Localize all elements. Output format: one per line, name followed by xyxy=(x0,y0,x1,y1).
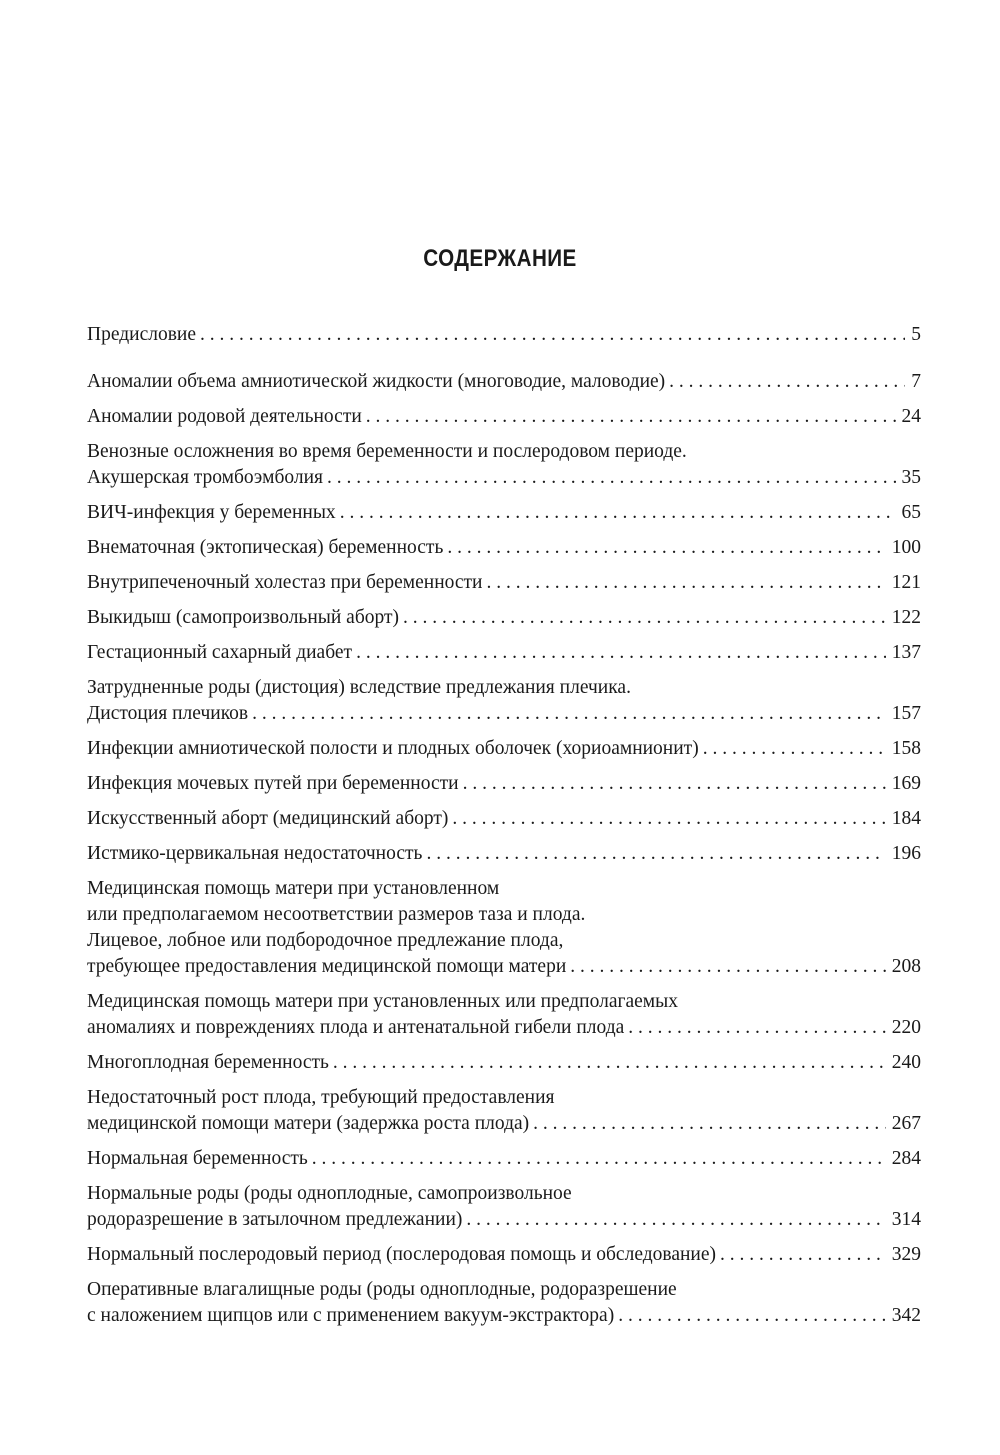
dot-leader xyxy=(252,701,886,727)
page-number: 65 xyxy=(901,502,921,523)
toc-entry-text: Оперативные влагалищные роды (роды одноплодные, родоразрешение xyxy=(87,1279,677,1300)
toc-entry-text: Лицевое, лобное или подбородочное предлежание плода, xyxy=(87,930,564,951)
toc-entry[interactable] xyxy=(87,736,921,762)
toc-entry[interactable] xyxy=(87,605,921,631)
page-number: 122 xyxy=(891,607,921,628)
dot-leader xyxy=(333,1050,886,1076)
dot-leader xyxy=(356,640,886,666)
toc-entry[interactable] xyxy=(87,1277,921,1329)
page-number: 220 xyxy=(891,1017,921,1038)
page-number: 342 xyxy=(891,1305,921,1326)
toc-entry-text: или предполагаемом несоответствии размеров таза и плода. xyxy=(87,904,586,925)
toc-entry-text: Аномалии родовой деятельности xyxy=(87,406,362,427)
dot-leader xyxy=(463,771,886,797)
toc-entry-text: Выкидыш (самопроизвольный аборт) xyxy=(87,607,400,628)
dot-leader xyxy=(312,1146,886,1172)
page-number: 267 xyxy=(891,1113,921,1134)
dot-leader xyxy=(703,736,886,762)
toc-entry-text: Внематочная (эктопическая) беременность xyxy=(87,537,444,558)
toc-entry[interactable] xyxy=(87,500,921,526)
page-number: 24 xyxy=(901,406,921,427)
dot-leader xyxy=(628,1015,885,1041)
toc-entry-text: Акушерская тромбоэмболия xyxy=(87,467,324,488)
toc-entry-text: Истмико-цервикальная недостаточность xyxy=(87,843,423,864)
toc-entry-text: Дистоция плечиков xyxy=(87,703,249,724)
page-number: 196 xyxy=(891,843,921,864)
toc-entry[interactable] xyxy=(87,1242,921,1268)
dot-leader xyxy=(403,605,886,631)
toc-entry[interactable] xyxy=(87,1146,921,1172)
toc-entry-text: Медицинская помощь матери при установленном xyxy=(87,878,500,899)
toc-entry[interactable] xyxy=(87,841,921,867)
toc-entry-text: Венозные осложнения во время беременности и послеродовом периоде. xyxy=(87,441,687,462)
toc-entry-text: с наложением щипцов или с применением вакуум-экстрактора) xyxy=(87,1305,615,1326)
dot-leader xyxy=(533,1111,886,1137)
toc-entry-text: Инфекции амниотической полости и плодных оболочек (хориоамнионит) xyxy=(87,738,699,759)
toc-entry-text: Медицинская помощь матери при установленных или предполагаемых xyxy=(87,991,678,1012)
toc-entry[interactable] xyxy=(87,876,921,980)
dot-leader xyxy=(447,535,885,561)
toc-entry-text: Затрудненные роды (дистоция) вследствие предлежания плечика. xyxy=(87,677,631,698)
dot-leader xyxy=(570,954,885,980)
toc-entry-text: требующее предоставления медицинской помощи матери xyxy=(87,956,567,977)
toc-entry-text: Нормальный послеродовый период (послеродовая помощь и обследование) xyxy=(87,1244,717,1265)
toc-entry-text: ВИЧ-инфекция у беременных xyxy=(87,502,336,523)
toc-entry-text: Искусственный аборт (медицинский аборт) xyxy=(87,808,449,829)
dot-leader xyxy=(618,1303,886,1329)
toc-entry-text: родоразрешение в затылочном предлежании) xyxy=(87,1209,463,1230)
toc-entry[interactable] xyxy=(87,1181,921,1233)
toc-entry-text: Нормальные роды (роды одноплодные, самопроизвольное xyxy=(87,1183,572,1204)
toc-entry-text: Предисловие xyxy=(87,324,197,345)
dot-leader xyxy=(466,1207,885,1233)
toc-entry[interactable] xyxy=(87,369,921,395)
page-number: 208 xyxy=(891,956,921,977)
page-title: СОДЕРЖАНИЕ xyxy=(423,245,577,272)
dot-leader xyxy=(327,465,895,491)
dot-leader xyxy=(720,1242,886,1268)
dot-leader xyxy=(669,369,905,395)
toc-entry-text: аномалиях и повреждениях плода и антенатальной гибели плода xyxy=(87,1017,625,1038)
toc-entry[interactable] xyxy=(87,404,921,430)
dot-leader xyxy=(340,500,896,526)
page-number: 100 xyxy=(891,537,921,558)
page-number: 121 xyxy=(891,572,921,593)
toc-entry-text: Нормальная беременность xyxy=(87,1148,308,1169)
dot-leader xyxy=(452,806,885,832)
toc-entry[interactable] xyxy=(87,570,921,596)
toc-entry-text: медицинской помощи матери (задержка роста плода) xyxy=(87,1113,530,1134)
page-number: 7 xyxy=(911,371,921,392)
dot-leader xyxy=(200,322,905,348)
page-number: 5 xyxy=(911,324,921,345)
toc-entry[interactable] xyxy=(87,989,921,1041)
page-number: 329 xyxy=(891,1244,921,1265)
toc-entry-text: Внутрипеченочный холестаз при беременности xyxy=(87,572,483,593)
page-number: 314 xyxy=(891,1209,921,1230)
table-of-contents xyxy=(87,322,921,1329)
toc-entry[interactable] xyxy=(87,439,921,491)
toc-entry[interactable] xyxy=(87,640,921,666)
page-number: 158 xyxy=(891,738,921,759)
toc-entry-text: Недостаточный рост плода, требующий предоставления xyxy=(87,1087,555,1108)
page-number: 184 xyxy=(891,808,921,829)
dot-leader xyxy=(426,841,885,867)
toc-entry[interactable] xyxy=(87,771,921,797)
toc-entry[interactable] xyxy=(87,322,921,348)
page-number: 169 xyxy=(891,773,921,794)
page-number: 137 xyxy=(891,642,921,663)
dot-leader xyxy=(487,570,886,596)
toc-entry[interactable] xyxy=(87,806,921,832)
toc-entry[interactable] xyxy=(87,1085,921,1137)
toc-entry-text: Аномалии объема амниотической жидкости (многоводие, маловодие) xyxy=(87,371,666,392)
toc-entry-text: Инфекция мочевых путей при беременности xyxy=(87,773,459,794)
toc-entry[interactable] xyxy=(87,1050,921,1076)
page-number: 35 xyxy=(901,467,921,488)
toc-entry[interactable] xyxy=(87,535,921,561)
page-number: 284 xyxy=(891,1148,921,1169)
dot-leader xyxy=(366,404,896,430)
toc-entry-text: Многоплодная беременность xyxy=(87,1052,329,1073)
toc-entry-text: Гестационный сахарный диабет xyxy=(87,642,353,663)
page-number: 157 xyxy=(891,703,921,724)
page-number: 240 xyxy=(891,1052,921,1073)
toc-entry[interactable] xyxy=(87,675,921,727)
